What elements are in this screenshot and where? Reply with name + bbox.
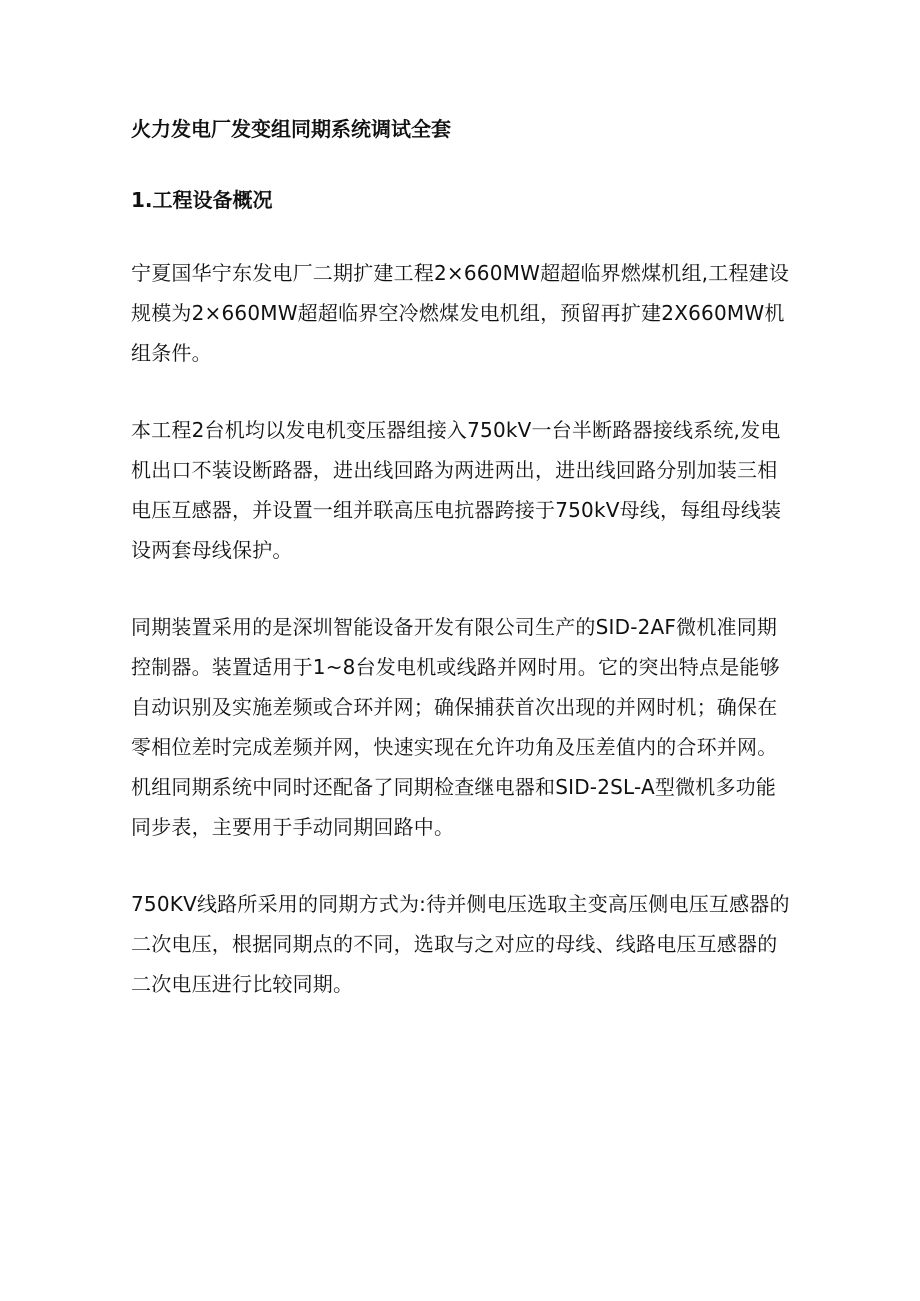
- paragraph-project-scale: 宁夏国华宁东发电厂二期扩建工程2×660MW超超临界燃煤机组,工程建设规模为2×660MW超超临界空冷燃煤发电机组，预留再扩建2X660MW机组条件。: [131, 261, 790, 365]
- paragraph-sync-device: 同期装置采用的是深圳智能设备开发有限公司生产的SID-2AF微机准同期控制器。装置适用于1~8台发电机或线路并网时用。它的突出特点是能够自动识别及实施差频或合环并网；确保捕获首次出现的并网时机；确保在零相位差时完成差频并网，快速实现在允许功角及压差值内的合环并网。机组同期系统中同时还配备了同期检查继电器和SID-2SL-A型微机多功能同步表，主要用于手动同期回路中。: [131, 615, 780, 839]
- document-title: 火力发电厂发变组同期系统调试全套: [131, 117, 451, 141]
- paragraph-grid-connection: 本工程2台机均以发电机变压器组接入750kV一台半断路器接线系统,发电机出口不装设断路器，进出线回路为两进两出，进出线回路分别加装三相电压互感器，并设置一组并联高压电抗器跨接于750kV母线，每组母线装设两套母线保护。: [131, 418, 782, 562]
- section-heading-equipment-overview: 1.工程设备概况: [131, 188, 273, 212]
- document-body: [131, 114, 795, 1004]
- paragraph-750kv-sync-method: 750KV线路所采用的同期方式为:待并侧电压选取主变高压侧电压互感器的二次电压，根据同期点的不同，选取与之对应的母线、线路电压互感器的二次电压进行比较同期。: [131, 892, 790, 996]
